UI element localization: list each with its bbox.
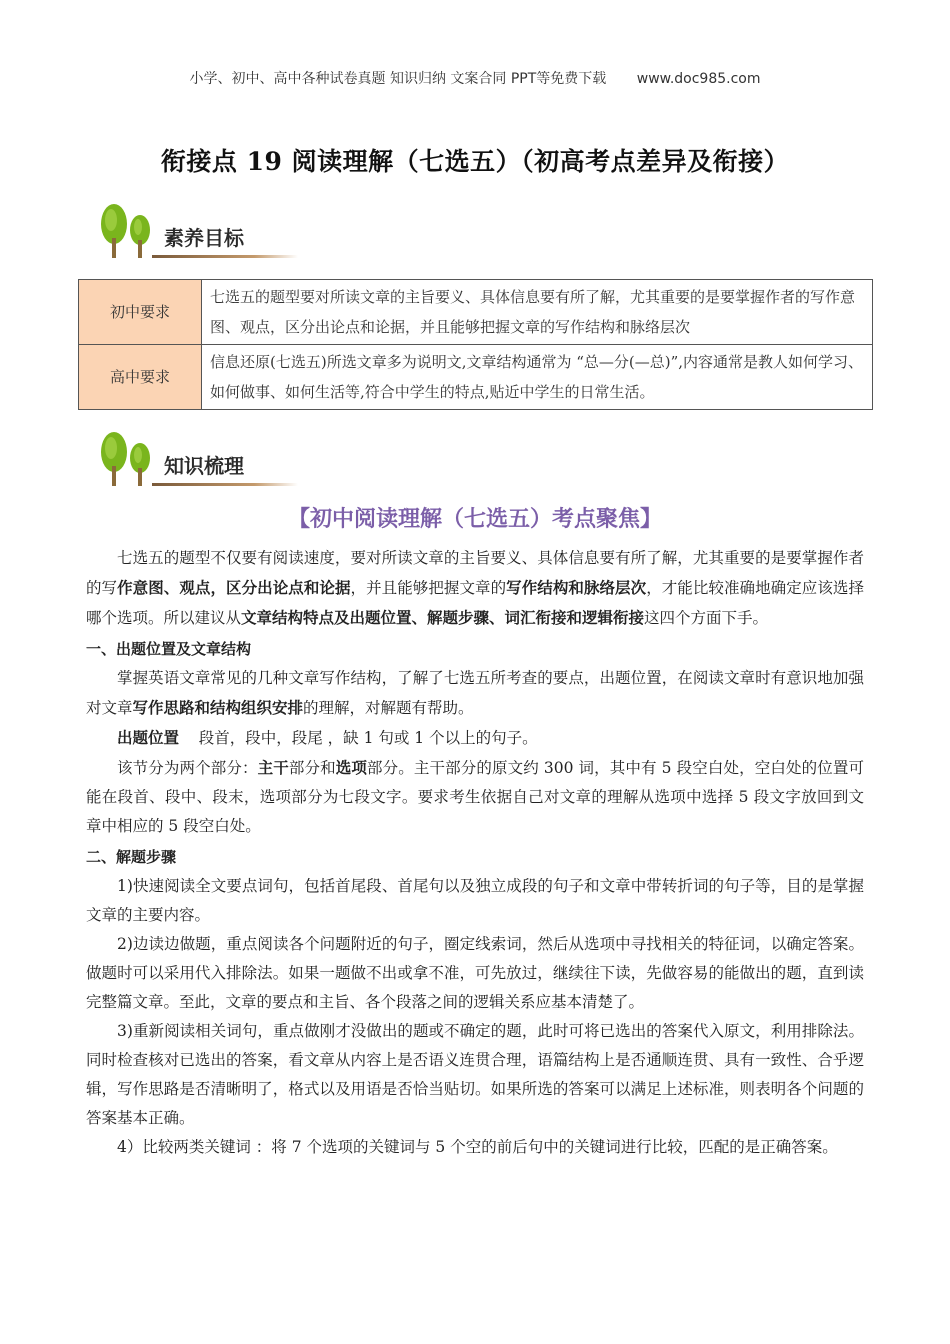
banner-knowledge-review [94,428,304,490]
tree-icon [94,200,158,262]
paragraph: 出题位置 段首，段中，段尾 ，缺 1 句或 1 个以上的句子。 [117,728,538,747]
tree-icon [94,428,158,490]
banner-label: 知识梳理 [164,454,244,478]
table-row [79,280,873,345]
req-key: 初中要求 [79,280,202,345]
header-text: 小学、初中、高中各种试卷真题 知识归纳 文案合同 PPT等免费下载 [189,71,607,87]
paragraph: 3)重新阅读相关词句，重点做刚才没做出的题或不确定的题，此时可将已选出的答案代入原文，利用排除法。同时检查核对已选出的答案，看文章从内容上是否语义连贯合理，语篇结构上是否通顺连贯、具有一致性、合乎逻辑，写作思路是否清晰明了，格式以及用语是否恰当贴切。如果所选的答案可以满足上述标准，则表明各个问题的答案基本正确。 [86,1022,864,1127]
requirements-table [78,279,873,410]
paragraph: 1)快速阅读全文要点词句，包括首尾段、首尾句以及独立成段的句子和文章中带转折词的句子等，目的是掌握文章的主要内容。 [86,877,864,924]
header-site-link[interactable]: www.doc985.com [636,71,761,87]
page-header [0,68,950,88]
section-title: 【初中阅读理解（七选五）考点聚焦】 [287,506,662,532]
banner-label: 素养目标 [164,226,244,250]
req-key: 高中要求 [79,345,202,410]
banner-underline [152,483,298,486]
intro-paragraph: 七选五的题型不仅要有阅读速度，要对所读文章的主旨要义、具体信息要有所了解，尤其重要的是要掌握作者的写作意图、观点，区分出论点和论据，并且能够把握文章的写作结构和脉络层次，才能比较准确地确定应该选择哪个选项。所以建议从文章结构特点及出题位置、解题步骤、词汇衔接和逻辑衔接这四个方面下手。 [86,549,864,627]
banner-literacy-goals [94,200,304,262]
section-heading: 二、解题步骤 [86,848,177,866]
banner-underline [152,255,298,258]
req-value: 信息还原(七选五)所选文章多为说明文,文章结构通常为 “总—分(—总)”,内容通常是教人如何学习、如何做事、如何生活等,符合中学生的特点,贴近中学生的日常生活。 [202,345,873,410]
paragraph: 2)边读边做题，重点阅读各个问题附近的句子，圈定线索词，然后从选项中寻找相关的特征词，以确定答案。做题时可以采用代入排除法。如果一题做不出或拿不准，可先放过，继续往下读，先做容易的能做出的题，直到读完整篇文章。至此，文章的要点和主旨、各个段落之间的逻辑关系应基本清楚了。 [86,935,864,1011]
section-heading: 一、出题位置及文章结构 [86,640,252,658]
table-row [79,345,873,410]
paragraph: 该节分为两个部分：主干部分和选项部分。主干部分的原文约 300 词，其中有 5 段空白处，空白处的位置可能在段首、段中、段末，选项部分为七段文字。要求考生依据自己对文章的理解从选项中选择 5 段文字放回到文章中相应的 5 段空白处。 [86,758,864,835]
page-title: 衔接点 19 阅读理解（七选五）（初高考点差异及衔接） [160,147,790,176]
req-value: 七选五的题型要对所读文章的主旨要义、具体信息要有所了解，尤其重要的是要掌握作者的写作意图、观点，区分出论点和论据，并且能够把握文章的写作结构和脉络层次 [202,280,873,345]
paragraph: 4）比较两类关键词 ：将 7 个选项的关键词与 5 个空的前后句中的关键词进行比较，匹配的是正确答案。 [117,1138,838,1156]
paragraph: 掌握英语文章常见的几种文章写作结构，了解了七选五所考查的要点，出题位置，在阅读文章时有意识地加强对文章写作思路和结构组织安排的理解，对解题有帮助。 [86,669,864,717]
main-content [86,544,864,1162]
